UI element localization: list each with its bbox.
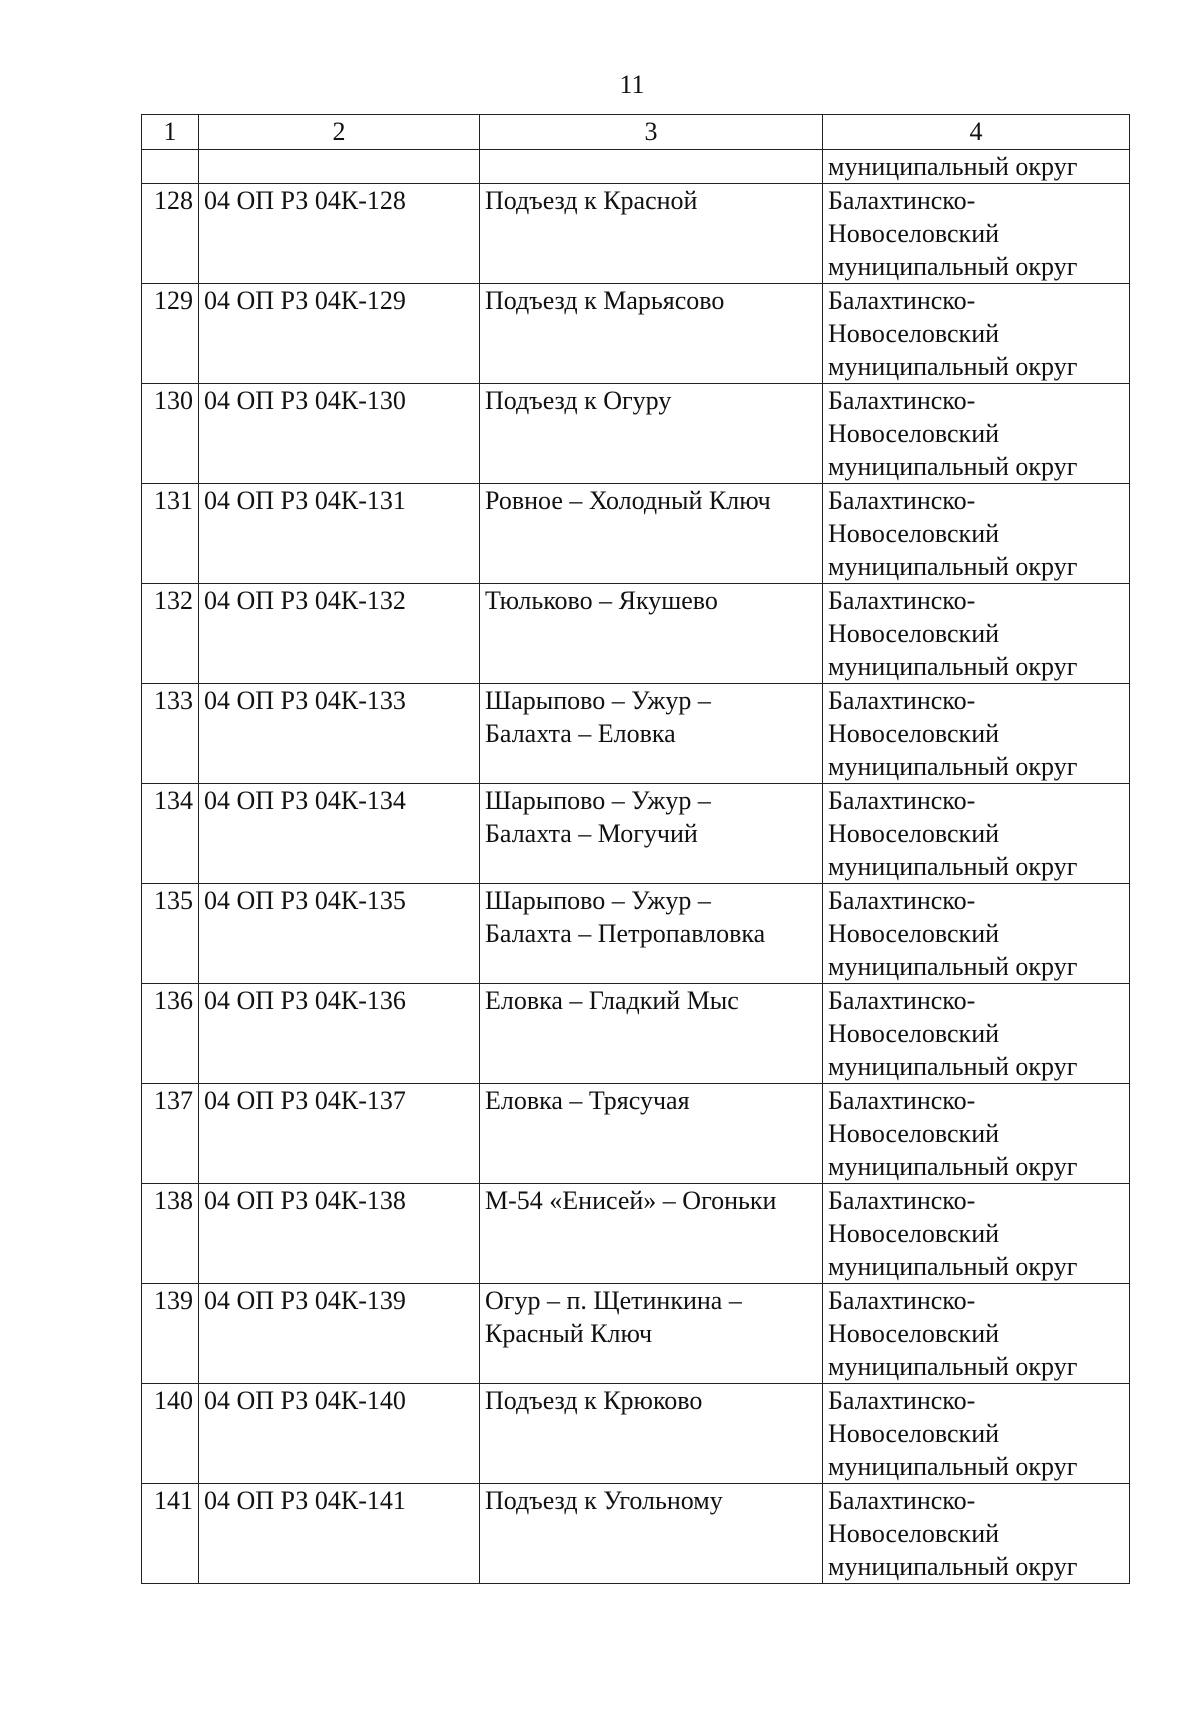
cell-name: Подъезд к Угольному: [480, 1484, 823, 1584]
page-number: 11: [619, 70, 645, 99]
table-row: [142, 584, 1130, 684]
cell-area: Балахтинско- Новоселовский муниципальный округ: [823, 684, 1130, 784]
cell-area: Балахтинско- Новоселовский муниципальный округ: [823, 584, 1130, 684]
cell-area: Балахтинско- Новоселовский муниципальный округ: [823, 184, 1130, 284]
table-row: [142, 984, 1130, 1084]
cell-code: 04 ОП РЗ 04К-135: [199, 884, 480, 984]
column-header: 4: [823, 115, 1130, 150]
column-header: 2: [199, 115, 480, 150]
cell-name: Подъезд к Марьясово: [480, 284, 823, 384]
cell-name: Еловка – Гладкий Мыс: [480, 984, 823, 1084]
header-row: [142, 115, 1130, 150]
cell-num: 133: [142, 684, 199, 784]
table-row: [142, 784, 1130, 884]
cell-area: Балахтинско- Новоселовский муниципальный округ: [823, 1484, 1130, 1584]
cell-code: 04 ОП РЗ 04К-137: [199, 1084, 480, 1184]
cell-area: Балахтинско- Новоселовский муниципальный округ: [823, 1084, 1130, 1184]
cell-area: Балахтинско- Новоселовский муниципальный округ: [823, 884, 1130, 984]
cell-num: 128: [142, 184, 199, 284]
cell-area: Балахтинско- Новоселовский муниципальный округ: [823, 784, 1130, 884]
cell-code: 04 ОП РЗ 04К-140: [199, 1384, 480, 1484]
cell-num: [142, 150, 199, 184]
cell-code: 04 ОП РЗ 04К-132: [199, 584, 480, 684]
cell-name: М-54 «Енисей» – Огоньки: [480, 1184, 823, 1284]
cell-code: 04 ОП РЗ 04К-138: [199, 1184, 480, 1284]
cell-name: Подъезд к Огуру: [480, 384, 823, 484]
cell-name: [480, 150, 823, 184]
cell-num: 132: [142, 584, 199, 684]
cell-code: 04 ОП РЗ 04К-139: [199, 1284, 480, 1384]
cell-num: 140: [142, 1384, 199, 1484]
cell-code: 04 ОП РЗ 04К-136: [199, 984, 480, 1084]
cell-num: 138: [142, 1184, 199, 1284]
cell-area: Балахтинско- Новоселовский муниципальный округ: [823, 1184, 1130, 1284]
table-row: [142, 884, 1130, 984]
cell-num: 130: [142, 384, 199, 484]
cell-num: 131: [142, 484, 199, 584]
cell-name: Тюльково – Якушево: [480, 584, 823, 684]
column-header: 1: [142, 115, 199, 150]
cell-num: 137: [142, 1084, 199, 1184]
cell-name: Шарыпово – Ужур – Балахта – Могучий: [480, 784, 823, 884]
cell-num: 136: [142, 984, 199, 1084]
cell-name: Ровное – Холодный Ключ: [480, 484, 823, 584]
cell-name: Шарыпово – Ужур – Балахта – Еловка: [480, 684, 823, 784]
cell-num: 139: [142, 1284, 199, 1384]
cell-area: Балахтинско- Новоселовский муниципальный округ: [823, 984, 1130, 1084]
cell-num: 141: [142, 1484, 199, 1584]
cell-area: Балахтинско- Новоселовский муниципальный округ: [823, 1384, 1130, 1484]
cell-area: Балахтинско- Новоселовский муниципальный округ: [823, 1284, 1130, 1384]
table-row: [142, 384, 1130, 484]
table-row: [142, 484, 1130, 584]
column-header: 3: [480, 115, 823, 150]
cell-code: 04 ОП РЗ 04К-133: [199, 684, 480, 784]
cell-code: 04 ОП РЗ 04К-130: [199, 384, 480, 484]
cell-name: Подъезд к Красной: [480, 184, 823, 284]
cell-name: Огур – п. Щетинкина – Красный Ключ: [480, 1284, 823, 1384]
cell-area: Балахтинско- Новоселовский муниципальный округ: [823, 384, 1130, 484]
cell-num: 129: [142, 284, 199, 384]
roads-table: [141, 114, 1130, 1584]
table-row: [142, 1184, 1130, 1284]
cell-code: 04 ОП РЗ 04К-129: [199, 284, 480, 384]
cell-code: 04 ОП РЗ 04К-134: [199, 784, 480, 884]
cell-code: [199, 150, 480, 184]
cell-area: Балахтинско- Новоселовский муниципальный округ: [823, 284, 1130, 384]
cell-area: муниципальный округ: [823, 150, 1130, 184]
table-row: [142, 284, 1130, 384]
cell-name: Шарыпово – Ужур – Балахта – Петропавловка: [480, 884, 823, 984]
table-row: [142, 1084, 1130, 1184]
cell-code: 04 ОП РЗ 04К-131: [199, 484, 480, 584]
continuation-row: [142, 150, 1130, 184]
table-row: [142, 184, 1130, 284]
cell-code: 04 ОП РЗ 04К-128: [199, 184, 480, 284]
table-row: [142, 1284, 1130, 1384]
cell-area: Балахтинско- Новоселовский муниципальный округ: [823, 484, 1130, 584]
cell-num: 134: [142, 784, 199, 884]
table-row: [142, 1384, 1130, 1484]
cell-code: 04 ОП РЗ 04К-141: [199, 1484, 480, 1584]
table-row: [142, 1484, 1130, 1584]
cell-num: 135: [142, 884, 199, 984]
cell-name: Еловка – Трясучая: [480, 1084, 823, 1184]
table-row: [142, 684, 1130, 784]
cell-name: Подъезд к Крюково: [480, 1384, 823, 1484]
